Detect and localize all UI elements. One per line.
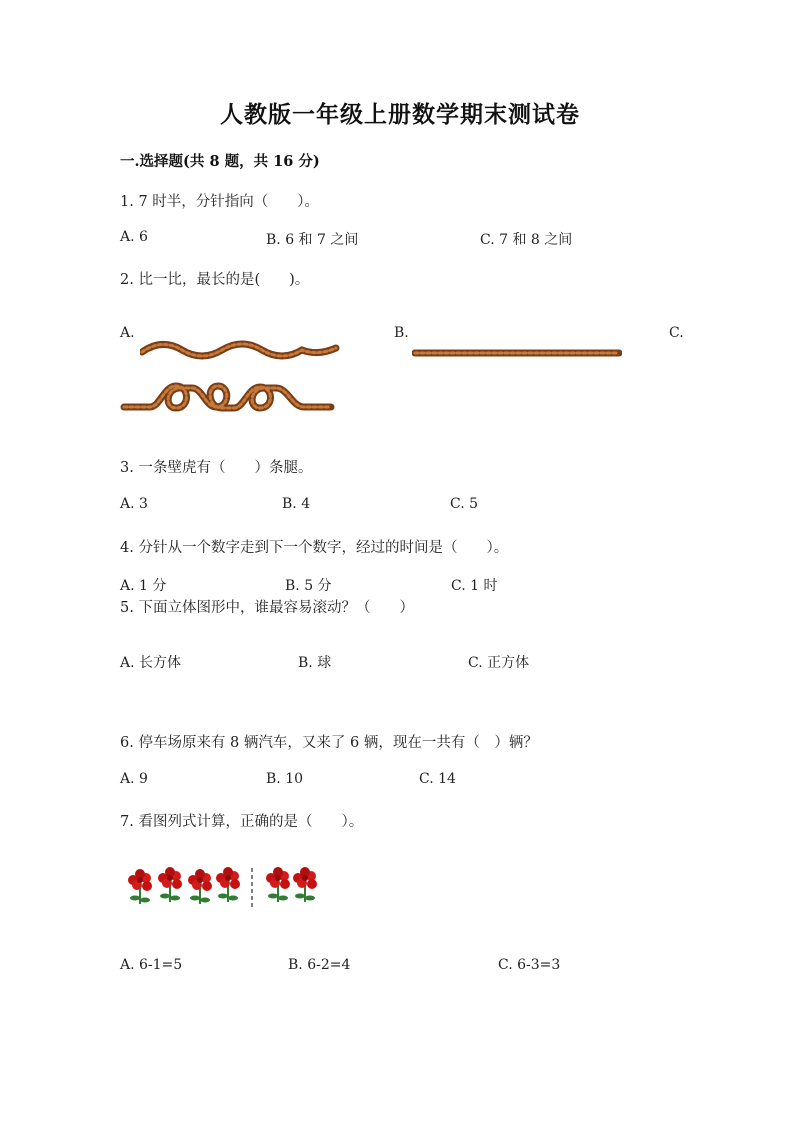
q7-option-c[interactable]: C. 6-3=3 xyxy=(498,957,561,973)
q5-option-c[interactable]: C. 正方体 xyxy=(468,655,530,671)
flower-icon xyxy=(188,869,212,904)
q7-option-a[interactable]: A. 6-1=5 xyxy=(120,957,183,973)
q5-option-a[interactable]: A. 长方体 xyxy=(120,655,182,671)
flower-icon xyxy=(158,867,182,902)
q6-option-a[interactable]: A. 9 xyxy=(120,771,148,787)
q7-option-b[interactable]: B. 6-2=4 xyxy=(288,957,351,973)
q2-option-b[interactable]: B. xyxy=(394,325,409,341)
rope-knotted-icon xyxy=(120,378,335,416)
page-title: 人教版一年级上册数学期末测试卷 xyxy=(220,101,580,128)
q2-option-c[interactable]: C. xyxy=(669,325,684,341)
rope-wavy-icon xyxy=(140,334,340,364)
q2-option-a[interactable]: A. xyxy=(120,325,135,341)
question-1: 1. 7 时半，分针指向（ ）。 xyxy=(120,194,320,210)
flower-icon xyxy=(266,867,290,902)
question-6: 6. 停车场原来有 8 辆汽车，又来了 6 辆，现在一共有（ ）辆？ xyxy=(120,735,538,751)
q3-option-b[interactable]: B. 4 xyxy=(282,496,311,512)
q3-option-a[interactable]: A. 3 xyxy=(120,496,148,512)
flower-icon xyxy=(128,869,152,904)
question-2: 2. 比一比，最长的是( )。 xyxy=(120,272,310,288)
rope-straight-icon xyxy=(412,346,622,360)
q4-option-c[interactable]: C. 1 时 xyxy=(451,578,498,594)
question-7: 7. 看图列式计算，正确的是（ ）。 xyxy=(120,814,364,830)
q5-option-b[interactable]: B. 球 xyxy=(298,655,332,671)
question-4: 4. 分针从一个数字走到下一个数字，经过的时间是（ ）。 xyxy=(120,540,509,556)
q1-option-a[interactable]: A. 6 xyxy=(120,229,148,245)
q1-option-c[interactable]: C. 7 和 8 之间 xyxy=(480,232,573,248)
flowers-illustration xyxy=(120,862,330,912)
section-heading: 一.选择题(共 8 题，共 16 分) xyxy=(120,153,320,170)
question-5: 5. 下面立体图形中，谁最容易滚动？（ ） xyxy=(120,600,414,616)
q4-option-b[interactable]: B. 5 分 xyxy=(285,578,332,594)
q3-option-c[interactable]: C. 5 xyxy=(450,496,479,512)
question-3: 3. 一条壁虎有（ ）条腿。 xyxy=(120,460,313,476)
q1-option-b[interactable]: B. 6 和 7 之间 xyxy=(266,232,359,248)
q6-option-b[interactable]: B. 10 xyxy=(266,771,304,787)
flower-icon xyxy=(216,867,240,902)
q4-option-a[interactable]: A. 1 分 xyxy=(120,578,167,594)
q6-option-c[interactable]: C. 14 xyxy=(419,771,456,787)
flower-icon xyxy=(293,867,317,902)
